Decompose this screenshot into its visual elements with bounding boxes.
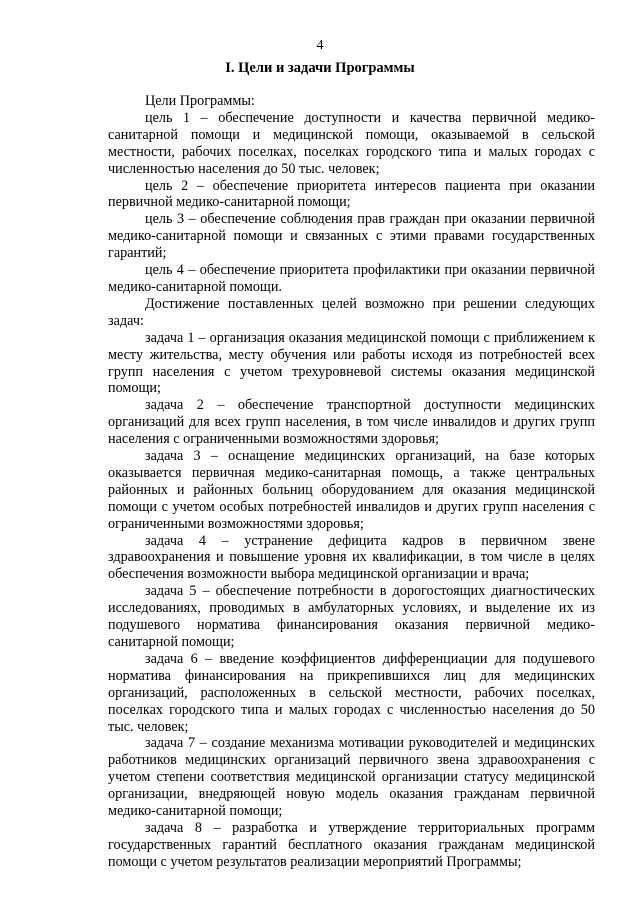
goal-1: цель 1 – обеспечение доступности и качества первичной медико-санитарной помощи и медицинской помощи, оказываемой в сельской местности, рабочих поселках, поселках городского типа и малых городах с численностью населения до 50 тыс. человек; (108, 109, 595, 177)
goal-4: цель 4 – обеспечение приоритета профилактики при оказании первичной медико-санитарной помощи. (108, 262, 595, 295)
task-1: задача 1 – организация оказания медицинской помощи с приближением к месту жительства, месту обучения или работы исходя из потребностей всех групп населения с учетом трехуровневой системы оказания медицинской помощи; (108, 329, 595, 397)
task-7: задача 7 – создание механизма мотивации руководителей и медицинских работников медицинских организаций первичного звена здравоохранения с учетом степени соответствия медицинской организации статусу медицинской организации, внедряющей новую модель оказания гражданам первичной медико-санитарной помощи; (108, 735, 595, 820)
page-number: 4 (316, 38, 324, 53)
task-4: задача 4 – устранение дефицита кадров в первичном звене здравоохранения и повышение уровня их квалификации, в том числе в целях обеспечения возможности выбора медицинской организации и врача; (108, 532, 595, 583)
task-2: задача 2 – обеспечение транспортной доступности медицинских организаций для всех групп населения, в том числе инвалидов и других групп населения с ограниченными возможностями здоровья; (108, 397, 595, 448)
task-6: задача 6 – введение коэффициентов дифференциации для подушевого норматива финансирования на прикрепившихся лиц для медицинских организаций, расположенных в сельской местности, рабочих поселках, поселках городского типа и малых городах с численностью населения до 50 тыс. человек; (108, 650, 595, 735)
tasks-intro: Достижение поставленных целей возможно при решении следующих задач: (108, 295, 595, 329)
document-body (108, 93, 595, 871)
task-3: задача 3 – оснащение медицинских организаций, на базе которых оказывается первичная медико-санитарная помощь, а также центральных районных и районных больниц оборудованием для оказания медицинской помощи с учетом особых потребностей инвалидов и других групп населения с ограниченными возможностями здоровья; (108, 448, 595, 532)
goal-2: цель 2 – обеспечение приоритета интересов пациента при оказании первичной медико-санитарной помощи; (108, 177, 595, 211)
task-8: задача 8 – разработка и утверждение территориальных программ государственных гарантий бесплатного оказания гражданам медицинской помощи с учетом результатов реализации мероприятий Программы; (108, 819, 595, 870)
task-5: задача 5 – обеспечение потребности в дорогостоящих диагностических исследованиях, проводимых в амбулаторных условиях, и выделение их из подушевого норматива финансирования оказания первичной медико-санитарной помощи; (108, 583, 595, 650)
goal-3: цель 3 – обеспечение соблюдения прав граждан при оказании первичной медико-санитарной помощи и связанных с этими правами государственных гарантий; (108, 211, 595, 262)
section-heading: I. Цели и задачи Программы (225, 60, 415, 76)
goals-intro: Цели Программы: (145, 93, 255, 109)
